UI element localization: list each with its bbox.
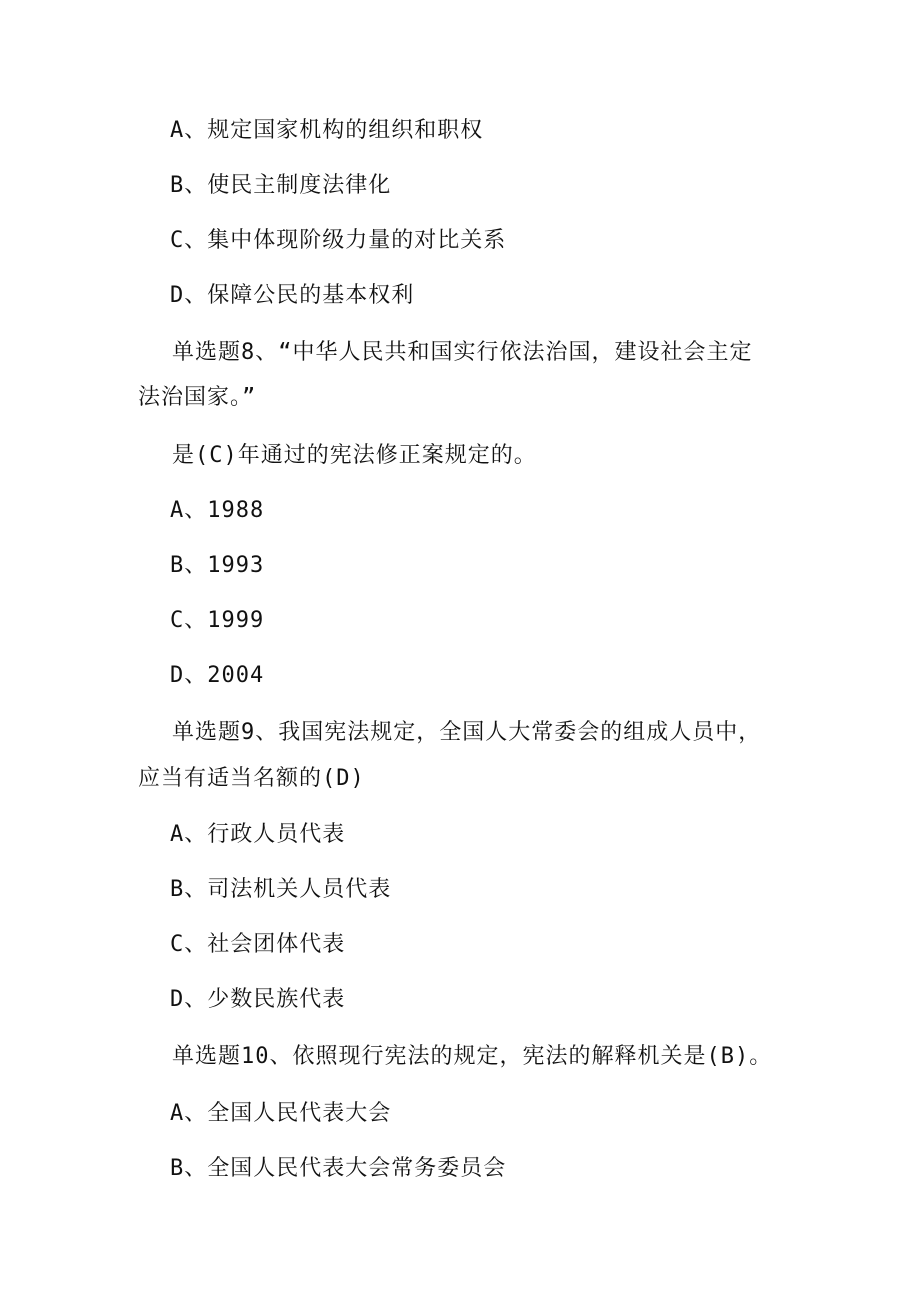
q9-option-d: D、少数民族代表: [170, 987, 346, 1012]
q8-option-b: B、1993: [170, 553, 265, 578]
q9-stem-line2: 应当有适当名额的(D): [138, 766, 365, 791]
q8-stem-line2: 法治国家。”: [138, 385, 257, 410]
q9-option-a: A、行政人员代表: [170, 822, 346, 847]
q7-option-a: A、规定国家机构的组织和职权: [170, 118, 484, 143]
q9-option-c: C、社会团体代表: [170, 932, 346, 957]
q8-option-d: D、2004: [170, 663, 265, 688]
q9-stem-line1: 单选题9、我国宪法规定，全国人大常委会的组成人员中，: [172, 720, 762, 745]
q10-option-b: B、全国人民代表大会常务委员会: [170, 1156, 507, 1181]
q8-stem-line1: 单选题8、“中华人民共和国实行依法治国，建设社会主定: [172, 340, 753, 365]
q7-option-d: D、保障公民的基本权利: [170, 283, 415, 308]
q7-option-c: C、集中体现阶级力量的对比关系: [170, 228, 507, 253]
q10-stem-line1: 单选题10、依照现行宪法的规定，宪法的解释机关是(B)。: [172, 1044, 773, 1069]
q9-option-b: B、司法机关人员代表: [170, 877, 392, 902]
q10-option-a: A、全国人民代表大会: [170, 1101, 392, 1126]
q8-stem-line3: 是(C)年通过的宪法修正案规定的。: [172, 443, 537, 468]
q7-option-b: B、使民主制度法律化: [170, 173, 392, 198]
q8-option-c: C、1999: [170, 608, 265, 633]
q8-option-a: A、1988: [170, 498, 265, 523]
